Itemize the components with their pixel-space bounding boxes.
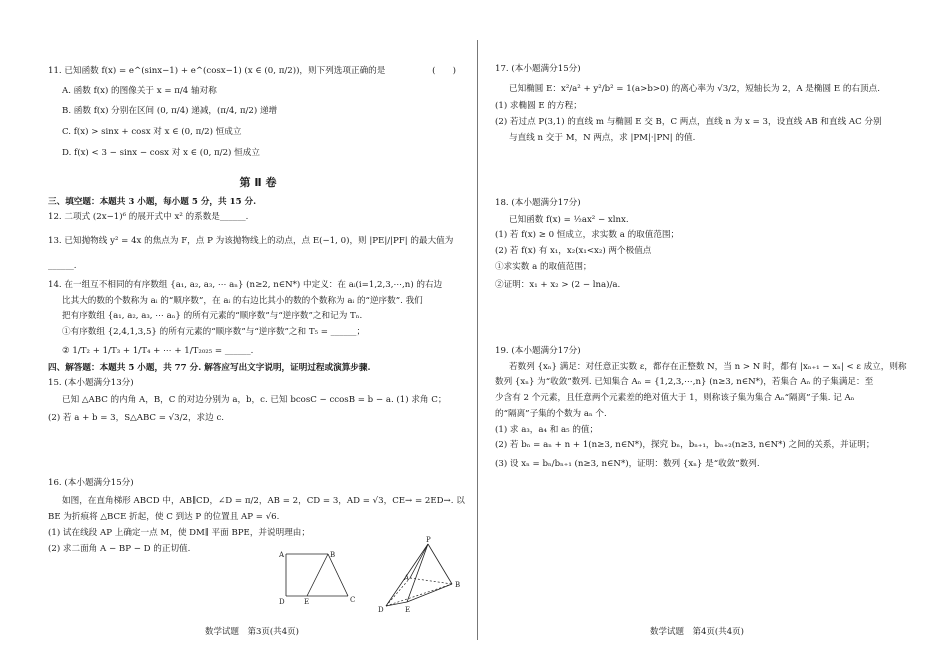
- footer-page-3: 数学试题 第3页(共4页): [205, 627, 299, 637]
- q15-line-1: 已知 △ABC 的内角 A，B，C 的对边分别为 a，b，c. 已知 bcosC − ccosB = b − a. (1) 求角 C；: [62, 394, 447, 405]
- footer-page-4: 数学试题 第4页(共4页): [650, 627, 744, 637]
- q19-line-2: 数列 {xₙ} 为“收敛”数列. 已知集合 Aₙ = {1,2,3,⋯,n} (n≥3, n∈N*)，若集合 Aₙ 的子集满足：至: [495, 377, 874, 388]
- q18-line-5: ②证明：x₁ + x₂ > (2 − lna)/a.: [495, 279, 621, 290]
- question-12: [48, 212, 468, 228]
- question-19: [495, 346, 915, 475]
- q13-line-2: ______.: [48, 260, 77, 271]
- fig1-label-a: A: [279, 551, 285, 559]
- folded-solid-figure: [374, 536, 469, 616]
- fig2-label-d: D: [378, 606, 384, 614]
- fig1-label-b: B: [330, 551, 336, 559]
- fig2-label-p: P: [426, 536, 431, 544]
- q14-line-2: 比其大的数的个数称为 aᵢ 的“顺序数”，在 aᵢ 的右边比其小的数的个数称为 aᵢ 的“逆序数”. 我们: [62, 295, 423, 306]
- fig2-label-e: E: [405, 606, 411, 614]
- fig2-label-a: A: [404, 574, 410, 582]
- question-15: [48, 378, 468, 429]
- q19-line-1: 若数列 {xₙ} 满足：对任意正实数 ε，都存在正整数 N，当 n > N 时，都有 |xₙ₊₁ − xₙ| < ε 成立，则称: [509, 361, 907, 372]
- edge-bc: [328, 554, 348, 596]
- fill-heading-text: 三、填空题：本题共 3 小题，每小题 5 分，共 15 分.: [48, 197, 257, 207]
- question-17: [495, 64, 915, 149]
- question-14: [48, 280, 468, 362]
- q17-line-1: 已知椭圆 E：x²/a² + y²/b² = 1(a>b>0) 的离心率为 √3/2，短轴长为 2，A 是椭圆 E 的右顶点.: [509, 83, 880, 94]
- edge-ab: [410, 578, 452, 584]
- q16-line-2: BE 为折痕将 △BCE 折起，使 C 到达 P 的位置且 AP = √6.: [48, 512, 280, 523]
- q11-answer-paren: ( ): [432, 66, 456, 76]
- q19-line-3: 少含有 2 个元素，且任意两个元素差的绝对值大于 1，则称该子集为集合 Aₙ“隔离”子集. 记 Aₙ: [495, 393, 855, 404]
- fig1-label-d: D: [279, 598, 285, 606]
- question-11: [48, 66, 468, 164]
- q15-line-2: (2) 若 a + b = 3，S△ABC = √3/2，求边 c.: [48, 413, 225, 424]
- q14-line-1: 14. 在一组互不相同的有序数组 {a₁, a₂, a₃, ⋯ aₙ} (n≥2, n∈N*) 中定义：在 aᵢ(i=1,2,3,⋯,n) 的右边: [48, 280, 443, 290]
- fill-heading: [48, 197, 468, 213]
- q15-title: 15. (本小题满分13分): [48, 378, 134, 388]
- edge-eb: [407, 584, 452, 602]
- q12-text: 12. 二项式 (2x−1)⁶ 的展开式中 x² 的系数是______.: [48, 212, 249, 222]
- q13-line-1: 13. 已知抛物线 y² = 4x 的焦点为 F，点 P 为该抛物线上的动点，点 E(−1, 0)，则 |PE|/|PF| 的最大值为: [48, 236, 454, 246]
- edge-pb: [428, 544, 452, 584]
- q11-stem: 11. 已知函数 f(x) = e^(sinx−1) + e^(cosx−1) (x ∈ (0, π/2))，则下列选项正确的是: [48, 66, 386, 76]
- edge-db: [386, 584, 452, 606]
- q17-title: 17. (本小题满分15分): [495, 64, 581, 74]
- fig1-label-c: C: [350, 596, 356, 604]
- question-18: [495, 198, 915, 295]
- q18-line-3: (2) 若 f(x) 有 x₁，x₂(x₁<x₂) 两个极值点: [495, 246, 652, 257]
- q17-line-4: 与直线 n 交于 M，N 两点，求 |PM|·|PN| 的值.: [509, 132, 696, 143]
- edge-pa: [410, 544, 428, 578]
- q18-title: 18. (本小题满分17分): [495, 198, 581, 208]
- fig2-label-b: B: [455, 581, 461, 589]
- q11-option-d: D. f(x) < 3 − sinx − cosx 对 x ∈ (0, π/2) 恒成立: [62, 147, 260, 158]
- q11-option-c: C. f(x) > sinx + cosx 对 x ∈ (0, π/2) 恒成立: [62, 127, 242, 138]
- trapezoid-figure: [276, 550, 366, 606]
- answer-heading-text: 四、解答题：本题共 5 小题，共 77 分. 解答应写出文字说明，证明过程或演算步骤.: [48, 363, 371, 373]
- q17-line-2: (1) 求椭圆 E 的方程；: [495, 101, 582, 112]
- q16-line-3: (1) 试在线段 AP 上确定一点 M，使 DM∥ 平面 BPE，并说明理由；: [48, 528, 310, 539]
- q16-line-1: 如图，在直角梯形 ABCD 中，AB∥CD，∠D = π/2，AB = 2，CD = 3，AD = √3，CE→ = 2ED→. 以: [62, 495, 465, 506]
- q16-line-4: (2) 求二面角 A − BP − D 的正切值.: [48, 543, 191, 554]
- q11-option-b: B. 函数 f(x) 分别在区间 (0, π/4) 递减，(π/4, π/2) 递增: [62, 106, 278, 117]
- q18-line-2: (1) 若 f(x) ≥ 0 恒成立，求实数 a 的取值范围；: [495, 230, 680, 241]
- q14-line-3: 把有序数组 {a₁, a₂, a₃, ⋯ aₙ} 的所有元素的“顺序数”与“逆序数”之和记为 Tₙ.: [62, 311, 363, 322]
- section-title: 第 Ⅱ 卷: [239, 176, 277, 189]
- page-divider: [477, 40, 478, 640]
- q11-option-a: A. 函数 f(x) 的图像关于 x = π/4 轴对称: [62, 85, 217, 96]
- q19-line-6: (2) 若 bₙ = aₙ + n + 1(n≥3, n∈N*)，探究 bₙ，bₙ₊₁，bₙ₊₂(n≥3, n∈N*) 之间的关系，并证明；: [495, 440, 875, 451]
- answer-heading: [48, 363, 468, 379]
- question-13: [48, 236, 468, 276]
- edge-be: [307, 554, 328, 596]
- q16-title: 16. (本小题满分15分): [48, 478, 134, 488]
- q18-line-4: ①求实数 a 的取值范围；: [495, 261, 592, 272]
- q14-line-5: ② 1/T₂ + 1/T₃ + 1/T₄ + ⋯ + 1/T₂₀₂₅ = ______.: [62, 345, 254, 356]
- q18-line-1: 已知函数 f(x) = ½ax² − xlnx.: [509, 214, 629, 225]
- fig1-label-e: E: [304, 598, 310, 606]
- q19-title: 19. (本小题满分17分): [495, 346, 581, 356]
- q19-line-5: (1) 求 a₃，a₄ 和 a₅ 的值；: [495, 424, 599, 435]
- q17-line-3: (2) 若过点 P(3,1) 的直线 m 与椭圆 E 交 B，C 两点，直线 n 为 x = 3，设直线 AB 和直线 AC 分别: [495, 117, 882, 128]
- q14-line-4: ①有序数组 {2,4,1,3,5} 的所有元素的“顺序数”与“逆序数”之和 T₅ = ______；: [62, 327, 366, 338]
- q19-line-4: 的“隔离”子集的个数为 aₙ 个.: [495, 408, 607, 419]
- q19-line-7: (3) 设 xₙ = bₙ/bₙ₊₁ (n≥3, n∈N*)，证明：数列 {xₙ} 是“收敛”数列.: [495, 459, 760, 470]
